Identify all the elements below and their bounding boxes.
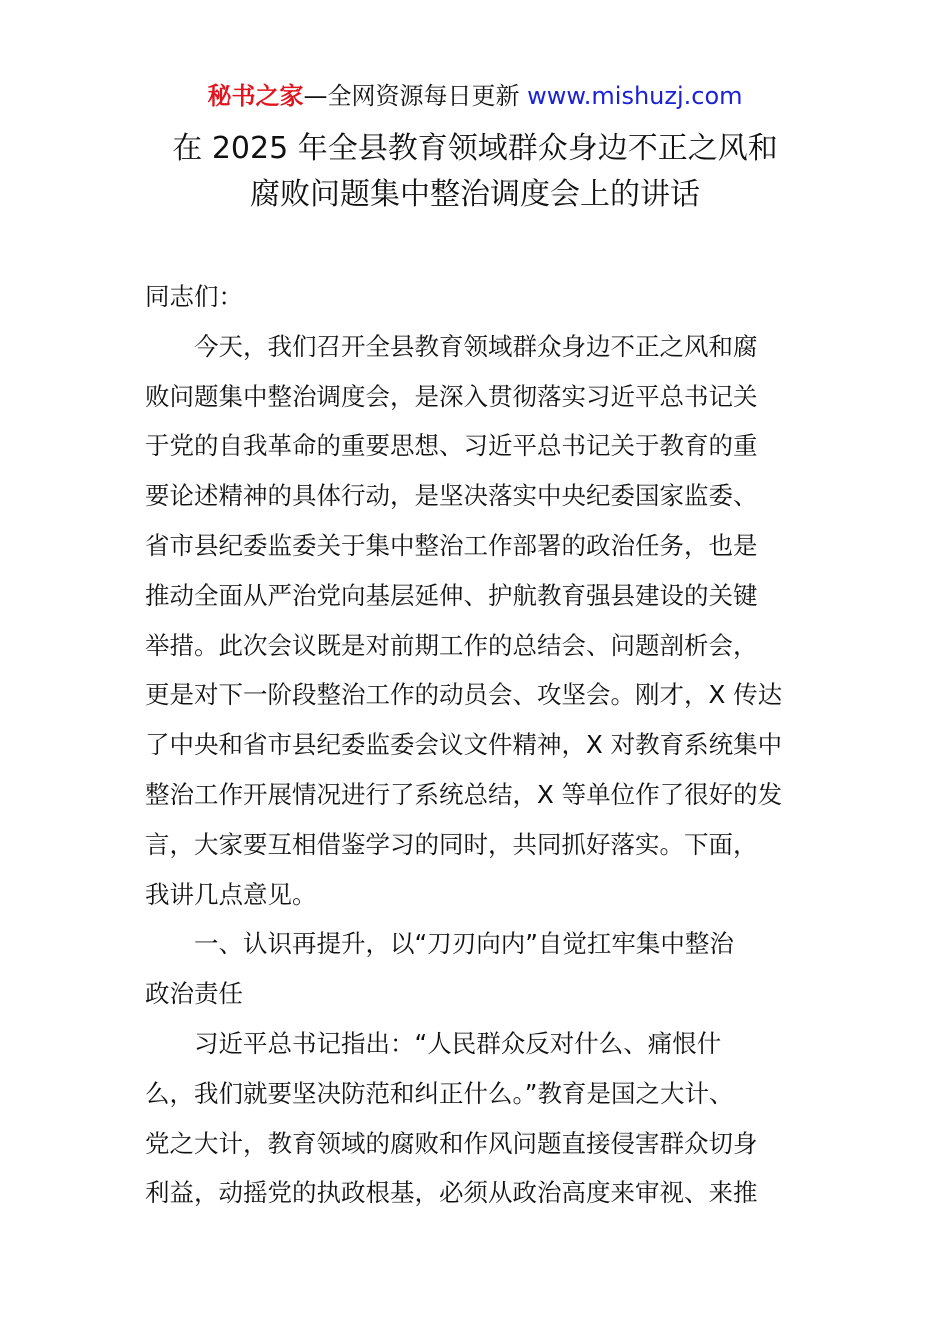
paragraph-line: 更是对下一阶段整治工作的动员会、攻坚会。刚才，X 传达 bbox=[145, 680, 783, 710]
paragraph-line: 败问题集中整治调度会，是深入贯彻落实习近平总书记关 bbox=[145, 381, 758, 411]
paragraph-line: 么，我们就要坚决防范和纠正什么。”教育是国之大计、 bbox=[145, 1078, 734, 1108]
paragraph-line: 了中央和省市县纪委监委会议文件精神，X 对教育系统集中 bbox=[145, 730, 783, 760]
paragraph-line: 习近平总书记指出：“人民群众反对什么、痛恨什 bbox=[194, 1028, 722, 1058]
title-line-2: 腐败问题集中整治调度会上的讲话 bbox=[250, 177, 700, 212]
section-heading-line: 一、认识再提升，以“刀刃向内”自觉扛牢集中整治 bbox=[194, 929, 734, 959]
paragraph-line: 要论述精神的具体行动，是坚决落实中央纪委国家监委、 bbox=[145, 481, 758, 511]
paragraph-line: 我讲几点意见。 bbox=[145, 879, 317, 909]
paragraph-line: 利益，动摇党的执政根基，必须从政治高度来审视、来推 bbox=[145, 1178, 758, 1208]
paragraph-line: 推动全面从严治党向基层延伸、护航教育强县建设的关键 bbox=[145, 580, 758, 610]
paragraph-line: 党之大计，教育领域的腐败和作风问题直接侵害群众切身 bbox=[145, 1128, 758, 1158]
section-heading-line: 政治责任 bbox=[145, 979, 243, 1009]
site-header bbox=[0, 80, 950, 112]
site-url-link[interactable]: www.mishuzj.com bbox=[527, 82, 743, 110]
document-title bbox=[0, 126, 950, 218]
title-line-1: 在 2025 年全县教育领域群众身边不正之风和 bbox=[172, 131, 778, 166]
site-brand: 秘书之家 bbox=[207, 82, 304, 110]
paragraph-line: 于党的自我革命的重要思想、习近平总书记关于教育的重 bbox=[145, 431, 758, 461]
salutation: 同志们： bbox=[145, 282, 243, 311]
paragraph-line: 今天，我们召开全县教育领域群众身边不正之风和腐 bbox=[194, 331, 758, 361]
site-tagline: —全网资源每日更新 bbox=[303, 82, 528, 110]
speech-body bbox=[145, 272, 805, 1218]
paragraph-line: 省市县纪委监委关于集中整治工作部署的政治任务，也是 bbox=[145, 530, 758, 560]
paragraph-line: 举措。此次会议既是对前期工作的总结会、问题剖析会， bbox=[145, 630, 758, 660]
paragraph-line: 整治工作开展情况进行了系统总结，X 等单位作了很好的发 bbox=[145, 779, 783, 809]
paragraph-line: 言，大家要互相借鉴学习的同时，共同抓好落实。下面， bbox=[145, 829, 758, 859]
